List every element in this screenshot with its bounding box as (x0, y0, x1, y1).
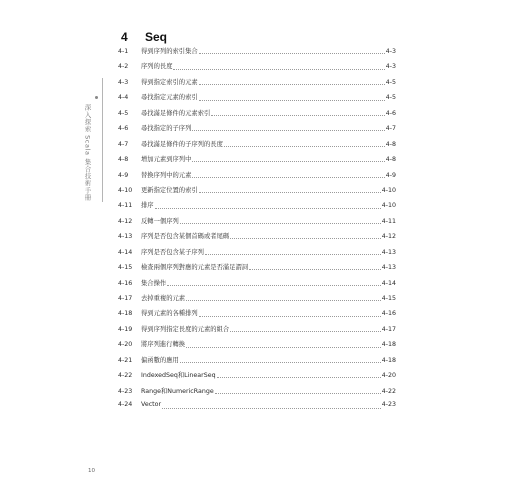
toc-entry-page: 4-3 (385, 48, 396, 55)
toc-leader-dots (186, 300, 381, 301)
toc-entry-page: 4-18 (381, 341, 396, 349)
toc-entry-title: 偏函數的應用 (141, 356, 179, 364)
toc-entry[interactable] (118, 216, 396, 231)
toc-entry-page: 4-7 (385, 125, 396, 133)
toc-entry-number: 4-4 (118, 94, 129, 102)
toc-entry-page: 4-22 (381, 387, 396, 395)
toc-leader-dots (205, 254, 381, 255)
chapter-heading (121, 30, 167, 44)
toc-leader-dots (199, 316, 381, 317)
toc-leader-dots (180, 223, 381, 224)
toc-entry-title: IndexedSeq和LinearSeq (141, 372, 216, 380)
toc-entry-page: 4-16 (381, 310, 396, 318)
toc-leader-dots (215, 393, 381, 394)
toc-entry[interactable] (118, 61, 396, 76)
toc-entry[interactable] (118, 77, 396, 92)
chapter-title: Seq (145, 30, 168, 44)
toc-entry[interactable] (118, 170, 396, 185)
toc-entry-number: 4-2 (118, 63, 129, 71)
toc-leader-dots (167, 285, 381, 286)
toc-entry-title: 得到元素的各種排列 (141, 310, 198, 318)
toc-entry[interactable] (118, 370, 396, 385)
toc-entry-page: 4-3 (385, 63, 396, 71)
toc-entry-page: 4-17 (381, 325, 396, 333)
toc-entry[interactable] (118, 231, 396, 246)
toc-entry-number: 4-22 (118, 372, 133, 380)
toc-entry[interactable] (118, 200, 396, 215)
toc-leader-dots (211, 115, 384, 116)
toc-entry-number: 4-13 (118, 233, 133, 241)
toc-entry-number: 4-21 (118, 356, 133, 364)
toc-entry-number: 4-23 (118, 387, 133, 395)
toc-entry-title: 將序列進行轉換 (141, 341, 186, 349)
toc-entry[interactable] (118, 293, 396, 308)
toc-entry[interactable] (118, 262, 396, 277)
toc-entry-page: 4-11 (381, 217, 396, 225)
toc-entry-page: 4-5 (385, 94, 396, 102)
toc-entry[interactable] (118, 339, 396, 354)
table-of-contents (118, 46, 396, 417)
toc-entry-title: 替換序列中的元素 (141, 171, 192, 179)
toc-entry[interactable] (118, 154, 396, 169)
toc-entry-number: 4-20 (118, 341, 133, 349)
toc-entry-page: 4-13 (381, 248, 396, 256)
toc-entry-page: 4-8 (385, 156, 396, 164)
toc-leader-dots (224, 146, 385, 147)
toc-leader-dots (180, 362, 381, 363)
toc-entry-page: 4-12 (381, 233, 396, 241)
toc-entry-title: 反轉一個序列 (141, 217, 179, 225)
toc-entry-page: 4-5 (385, 78, 396, 86)
toc-leader-dots (199, 53, 385, 54)
toc-entry-page: 4-13 (381, 264, 396, 272)
toc-leader-dots (230, 238, 381, 239)
page-number: 10 (88, 468, 95, 474)
toc-leader-dots (162, 408, 381, 409)
toc-entry-title: Range和NumericRange (141, 387, 214, 395)
toc-entry-title: 集合操作 (141, 279, 167, 287)
toc-leader-dots (192, 177, 384, 178)
toc-entry[interactable] (118, 92, 396, 107)
toc-entry-number: 4-24 (118, 401, 133, 409)
toc-entry-number: 4-16 (118, 279, 133, 287)
toc-entry-number: 4-19 (118, 325, 133, 333)
toc-entry-title: 檢查兩個序列對應的元素是否滿足謂詞 (141, 264, 249, 272)
toc-entry-title: 得到序列的索引集合 (141, 48, 198, 55)
toc-entry[interactable] (118, 185, 396, 200)
toc-entry-number: 4-14 (118, 248, 133, 256)
toc-entry[interactable] (118, 123, 396, 138)
toc-entry-page: 4-23 (381, 401, 396, 409)
toc-entry-number: 4-12 (118, 217, 133, 225)
toc-entry-number: 4-11 (118, 202, 133, 210)
toc-entry[interactable] (118, 108, 396, 123)
toc-leader-dots (199, 100, 385, 101)
toc-entry-title: 序列是否包含某子序列 (141, 248, 204, 256)
toc-entry[interactable] (118, 401, 396, 416)
toc-entry-title: Vector (141, 401, 162, 409)
toc-entry-title: 得到序列指定長度的元素的組合 (141, 325, 230, 333)
toc-entry[interactable] (118, 355, 396, 370)
toc-leader-dots (199, 192, 381, 193)
toc-entry-title: 序列的長度 (141, 63, 173, 71)
toc-entry-number: 4-3 (118, 78, 129, 86)
toc-entry-number: 4-5 (118, 109, 129, 117)
side-marker-dot (95, 96, 98, 99)
toc-entry-title: 去掉重複的元素 (141, 295, 186, 302)
toc-entry-number: 4-18 (118, 310, 133, 318)
toc-leader-dots (249, 269, 381, 270)
toc-entry[interactable] (118, 324, 396, 339)
toc-entry-page: 4-20 (381, 372, 396, 380)
toc-entry-title: 增加元素到序列中 (141, 156, 192, 164)
toc-entry-page: 4-10 (381, 202, 396, 210)
toc-entry-title: 尋找指定元素的索引 (141, 94, 198, 102)
toc-entry-title: 排序 (141, 202, 154, 210)
toc-entry-title: 序列是否包含某個首碼或者尾碼 (141, 233, 230, 241)
toc-leader-dots (217, 377, 381, 378)
toc-entry-title: 更新指定位置的索引 (141, 186, 198, 194)
toc-entry-page: 4-18 (381, 356, 396, 364)
toc-leader-dots (192, 161, 384, 162)
toc-entry-title: 尋找滿足條件的元素索引 (141, 109, 211, 117)
toc-entry-page: 4-14 (381, 279, 396, 287)
toc-entry-page: 4-10 (381, 186, 396, 194)
toc-entry-number: 4-10 (118, 186, 133, 194)
toc-entry-number: 4-17 (118, 295, 133, 302)
side-divider (102, 78, 103, 202)
toc-entry[interactable] (118, 278, 396, 293)
toc-entry-number: 4-8 (118, 156, 129, 164)
chapter-number: 4 (121, 30, 128, 44)
toc-entry-title: 得到指定索引的元素 (141, 78, 198, 86)
toc-entry-number: 4-1 (118, 48, 129, 55)
toc-entry-page: 4-6 (385, 109, 396, 117)
toc-entry[interactable] (118, 46, 396, 61)
toc-entry[interactable] (118, 308, 396, 323)
toc-entry-title: 尋找滿足條件的子序列的長度 (141, 140, 223, 148)
toc-entry-number: 4-7 (118, 140, 129, 148)
toc-entry-page: 4-15 (381, 295, 396, 302)
toc-entry[interactable] (118, 386, 396, 401)
toc-entry-number: 4-6 (118, 125, 129, 133)
toc-entry-page: 4-9 (385, 171, 396, 179)
toc-leader-dots (230, 331, 381, 332)
toc-entry[interactable] (118, 247, 396, 262)
toc-leader-dots (173, 69, 384, 70)
toc-entry-number: 4-15 (118, 264, 133, 272)
toc-leader-dots (199, 84, 385, 85)
toc-entry-title: 尋找指定的子序列 (141, 125, 192, 133)
toc-leader-dots (155, 208, 381, 209)
toc-entry[interactable] (118, 139, 396, 154)
toc-leader-dots (186, 347, 381, 348)
toc-entry-page: 4-8 (385, 140, 396, 148)
toc-leader-dots (192, 130, 384, 131)
book-title-vertical: 深入探索 Scala 集合技術手冊 (83, 104, 92, 201)
toc-entry-number: 4-9 (118, 171, 129, 179)
